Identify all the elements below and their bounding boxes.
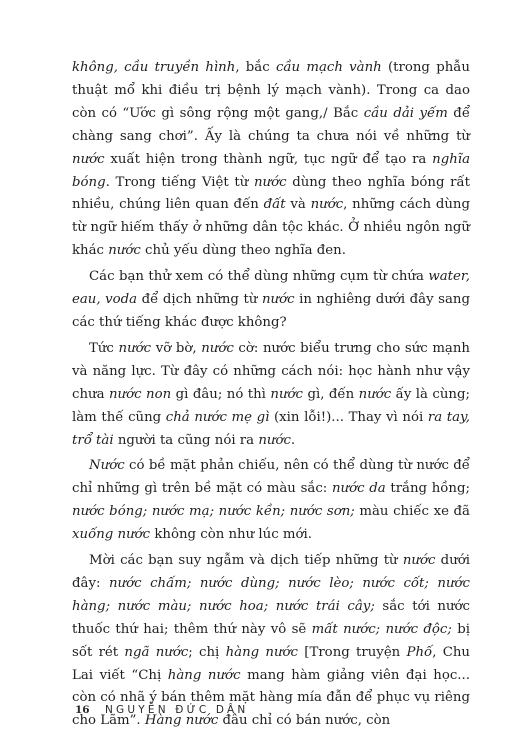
page-number: 16 (75, 704, 90, 716)
text-run: xuất hiện trong thành ngữ, tục ngữ để tạo ra (104, 151, 433, 167)
italic-text: hàng nước (225, 644, 298, 660)
italic-text: nước (261, 292, 295, 308)
text-run: Các bạn thử xem có thể dùng những cụm từ chứa (89, 269, 429, 285)
text-run: không còn như lúc mới. (150, 527, 312, 543)
italic-text: cầu dải yếm (363, 105, 448, 121)
paragraph (72, 57, 470, 263)
italic-text: nước (253, 174, 287, 190)
italic-text: ra tay, trổ tài (72, 409, 470, 448)
italic-text: nước non (108, 386, 172, 402)
italic-text: nước (108, 243, 141, 259)
italic-text: nước chấm; nước dùng; nước lèo; nước cốt; nước hàng; nước màu; nước hoa; nước trái cây; (72, 575, 470, 614)
italic-text: nước (201, 340, 234, 356)
text-run: [Trong truyện (298, 644, 407, 660)
italic-text: nước (270, 386, 303, 402)
italic-text: mất nước; nước độc; (311, 621, 452, 637)
italic-text: ngã nước (124, 644, 189, 660)
italic-text: nước (118, 340, 152, 356)
text-run: để chàng sang chơi”. Ấy là chúng ta chưa nói về những từ (72, 105, 471, 144)
italic-text: nước (72, 151, 105, 167)
text-run: bị sốt rét (72, 621, 470, 660)
page-footer (75, 703, 248, 717)
italic-text: Phố (406, 644, 433, 660)
paragraph (72, 455, 470, 547)
text-run: in nghiêng dưới đây sang các thứ tiếng khác được không? (72, 292, 470, 330)
italic-text: nước (310, 197, 344, 213)
paragraph (72, 338, 470, 453)
text-run: dùng theo nghĩa bóng rất nhiều, chúng liên quan đến (72, 174, 470, 213)
text-run: trắng hồng; (385, 481, 470, 497)
text-run: . Trong tiếng Việt từ (105, 174, 254, 190)
text-run: (trong phẫu thuật mổ khi điều trị bệnh lý mạch vành). Trong ca dao còn có “Ước gì sông rộng một gang,/ Bắc (72, 60, 470, 121)
text-run: người ta cũng nói ra (113, 432, 259, 448)
text-run: vỡ bờ, (151, 340, 202, 356)
italic-text: nước (402, 553, 436, 569)
text-run: (xin lỗi!)... Thay vì nói (269, 409, 428, 425)
text-run: màu chiếc xe đã (354, 504, 470, 520)
text-run: , những cách dùng từ ngữ hiếm thấy ở những dân tộc khác. Ở nhiều ngôn ngữ khác (72, 197, 470, 259)
text-run: có bề mặt phản chiếu, nên có thể dùng từ nước để chỉ những gì trên bề mặt có màu sắc: (72, 458, 470, 497)
italic-text: Nước (89, 458, 125, 474)
text-run: Mời các bạn suy ngẫm và dịch tiếp những từ (89, 553, 403, 569)
italic-text: nước bóng; nước mạ; nước kền; nước sơn; (72, 504, 355, 520)
italic-text: không, cầu truyền hình (72, 60, 236, 75)
text-run: cờ: nước biểu trưng cho sức mạnh và năng lực. Từ đây có những cách nói: học hành như vậy chưa (72, 340, 470, 402)
author-name: NGUYỄN ĐỨC DÂN (104, 704, 249, 716)
italic-text: nghĩa bóng (72, 151, 470, 190)
paragraph (72, 266, 470, 335)
text-run: chủ yếu dùng theo nghĩa đen. (140, 243, 346, 259)
text-run: gì đâu; nó thì (171, 386, 271, 402)
italic-text: nước (358, 386, 392, 402)
italic-text: đất (263, 197, 286, 213)
italic-text: xuống nước (72, 527, 151, 543)
body-text (72, 57, 470, 736)
text-run: và (285, 197, 311, 213)
text-run: ; chị (188, 644, 226, 660)
text-run: ấy là cùng; làm thế cũng (72, 386, 470, 425)
text-run: , bắc (235, 60, 276, 75)
text-run: gì, đến (303, 386, 359, 402)
text-run: . (290, 432, 296, 448)
text-run: mang hàm giảng viên đại học... còn có nhã ý bán thêm mặt hàng mía đẫn để phục vụ riêng cho Lãm”. (72, 667, 470, 729)
text-run: Tức (89, 340, 119, 356)
italic-text: Hàng nước (144, 713, 219, 729)
italic-text: hàng nước (167, 667, 241, 683)
text-run: để dịch những từ (137, 292, 262, 308)
text-run: dưới đây: (72, 553, 471, 591)
italic-text: nước (258, 432, 291, 448)
italic-text: chả nước mẹ gì (165, 409, 270, 425)
text-run: sắc tới nước thuốc thứ hai; thêm thứ này vô sẽ (72, 598, 470, 637)
italic-text: water, eau, voda (72, 269, 470, 308)
italic-text: nước da (331, 481, 386, 497)
text-run: , Chu Lai viết “Chị (72, 644, 470, 683)
italic-text: cầu mạch vành (275, 60, 382, 75)
text-run: đâu chỉ có bán nước, còn (218, 713, 391, 729)
